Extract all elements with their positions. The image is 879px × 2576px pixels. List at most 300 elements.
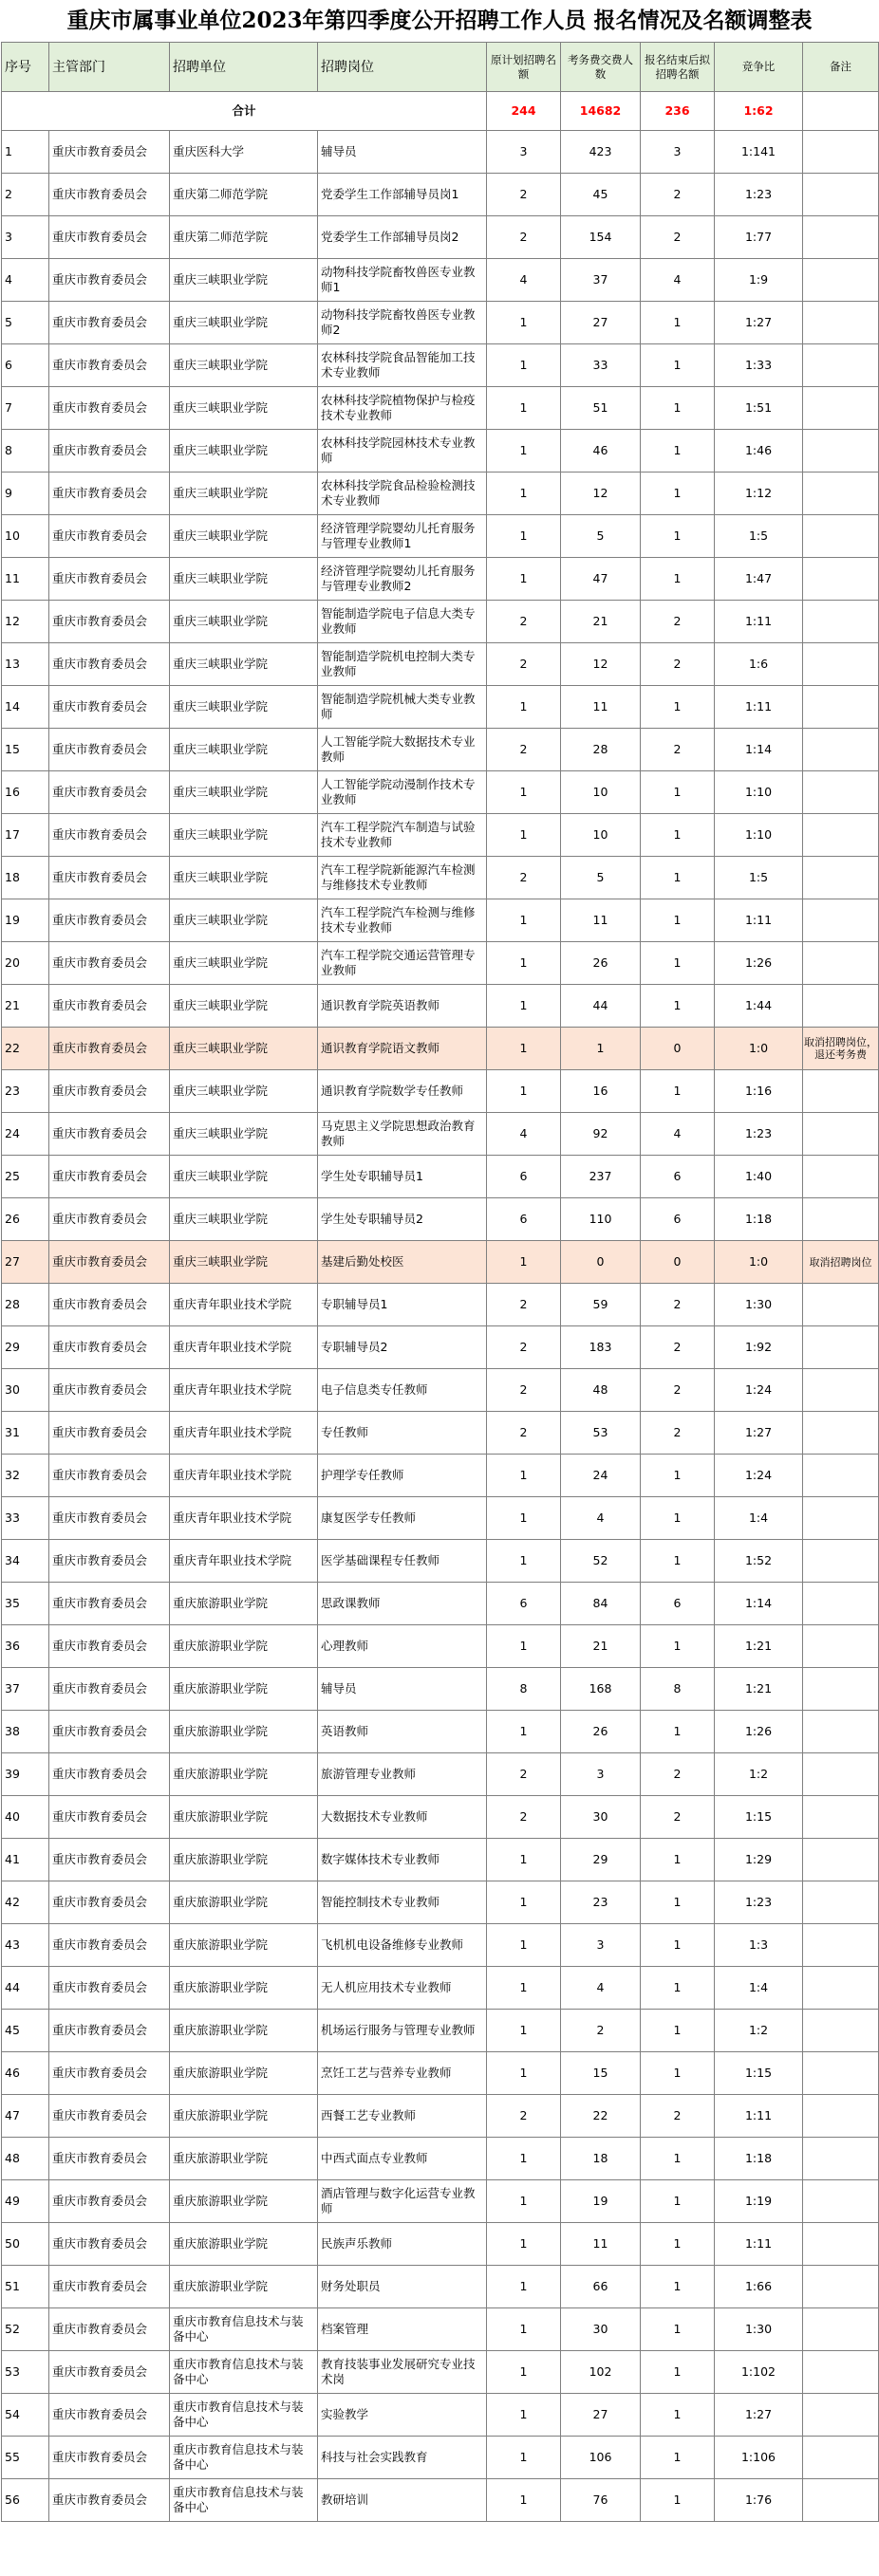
- cell-ratio: 1:4: [715, 1967, 803, 2010]
- cell-planned: 1: [487, 473, 561, 515]
- cell-note: 取消招聘岗位: [803, 1241, 879, 1284]
- total-row: [2, 92, 879, 131]
- cell-unit: 重庆市教育信息技术与装备中心: [170, 2437, 318, 2479]
- header-seq: 序号: [2, 43, 49, 92]
- cell-dept: 重庆市教育委员会: [49, 1028, 170, 1070]
- cell-ratio: 1:11: [715, 2095, 803, 2138]
- cell-post: 思政课教师: [318, 1583, 487, 1625]
- cell-dept: 重庆市教育委员会: [49, 1583, 170, 1625]
- cell-adjusted: 0: [641, 1241, 715, 1284]
- cell-unit: 重庆青年职业技术学院: [170, 1412, 318, 1455]
- table-row: [2, 2394, 879, 2437]
- cell-adjusted: 1: [641, 1625, 715, 1668]
- cell-applicants: 27: [561, 2394, 641, 2437]
- cell-planned: 1: [487, 1881, 561, 1924]
- table-row: [2, 1113, 879, 1156]
- cell-post: 人工智能学院动漫制作技术专业教师: [318, 771, 487, 814]
- cell-post: 经济管理学院婴幼儿托育服务与管理专业教师1: [318, 515, 487, 558]
- cell-unit: 重庆青年职业技术学院: [170, 1497, 318, 1540]
- cell-applicants: 84: [561, 1583, 641, 1625]
- cell-applicants: 11: [561, 686, 641, 729]
- cell-dept: 重庆市教育委员会: [49, 430, 170, 473]
- cell-adjusted: 6: [641, 1583, 715, 1625]
- cell-dept: 重庆市教育委员会: [49, 2095, 170, 2138]
- cell-ratio: 1:26: [715, 942, 803, 985]
- cell-note: [803, 1668, 879, 1711]
- cell-post: 民族声乐教师: [318, 2223, 487, 2266]
- cell-adjusted: 1: [641, 473, 715, 515]
- cell-applicants: 45: [561, 174, 641, 216]
- cell-dept: 重庆市教育委员会: [49, 729, 170, 771]
- cell-post: 烹饪工艺与营养专业教师: [318, 2052, 487, 2095]
- table-row: [2, 1326, 879, 1369]
- cell-unit: 重庆青年职业技术学院: [170, 1326, 318, 1369]
- cell-post: 教研培训: [318, 2479, 487, 2522]
- cell-planned: 1: [487, 558, 561, 601]
- cell-dept: 重庆市教育委员会: [49, 601, 170, 643]
- cell-dept: 重庆市教育委员会: [49, 344, 170, 387]
- cell-unit: 重庆市教育信息技术与装备中心: [170, 2308, 318, 2351]
- cell-applicants: 30: [561, 2308, 641, 2351]
- cell-ratio: 1:76: [715, 2479, 803, 2522]
- cell-adjusted: 2: [641, 1369, 715, 1412]
- cell-post: 教育技装事业发展研究专业技术岗: [318, 2351, 487, 2394]
- cell-adjusted: 1: [641, 302, 715, 344]
- cell-planned: 1: [487, 2010, 561, 2052]
- cell-adjusted: 1: [641, 1967, 715, 2010]
- cell-ratio: 1:21: [715, 1668, 803, 1711]
- cell-unit: 重庆三峡职业学院: [170, 1241, 318, 1284]
- cell-note: [803, 1156, 879, 1198]
- cell-planned: 4: [487, 259, 561, 302]
- cell-adjusted: 1: [641, 942, 715, 985]
- cell-ratio: 1:26: [715, 1711, 803, 1753]
- cell-ratio: 1:40: [715, 1156, 803, 1198]
- header-planned: 原计划招聘名额: [487, 43, 561, 92]
- cell-note: [803, 1455, 879, 1497]
- cell-seq: 52: [2, 2308, 49, 2351]
- cell-seq: 47: [2, 2095, 49, 2138]
- cell-post: 农林科技学院食品检验检测技术专业教师: [318, 473, 487, 515]
- cell-applicants: 4: [561, 1967, 641, 2010]
- header-applicants: 考务费交费人数: [561, 43, 641, 92]
- cell-adjusted: 6: [641, 1156, 715, 1198]
- table-row: [2, 1668, 879, 1711]
- cell-dept: 重庆市教育委员会: [49, 942, 170, 985]
- cell-applicants: 28: [561, 729, 641, 771]
- cell-unit: 重庆三峡职业学院: [170, 344, 318, 387]
- cell-planned: 1: [487, 686, 561, 729]
- cell-planned: 1: [487, 1070, 561, 1113]
- cell-seq: 14: [2, 686, 49, 729]
- cell-seq: 35: [2, 1583, 49, 1625]
- cell-dept: 重庆市教育委员会: [49, 1326, 170, 1369]
- cell-post: 科技与社会实践教育: [318, 2437, 487, 2479]
- cell-adjusted: 2: [641, 216, 715, 259]
- cell-post: 英语教师: [318, 1711, 487, 1753]
- cell-post: 专职辅导员1: [318, 1284, 487, 1326]
- cell-ratio: 1:23: [715, 1113, 803, 1156]
- cell-unit: 重庆三峡职业学院: [170, 643, 318, 686]
- cell-ratio: 1:10: [715, 771, 803, 814]
- cell-note: [803, 216, 879, 259]
- table-row: [2, 1753, 879, 1796]
- table-row: [2, 1583, 879, 1625]
- cell-planned: 2: [487, 601, 561, 643]
- cell-seq: 5: [2, 302, 49, 344]
- cell-ratio: 1:11: [715, 686, 803, 729]
- cell-applicants: 33: [561, 344, 641, 387]
- cell-dept: 重庆市教育委员会: [49, 1113, 170, 1156]
- cell-post: 辅导员: [318, 1668, 487, 1711]
- cell-dept: 重庆市教育委员会: [49, 2479, 170, 2522]
- cell-adjusted: 1: [641, 2052, 715, 2095]
- cell-applicants: 51: [561, 387, 641, 430]
- table-row: [2, 1198, 879, 1241]
- cell-adjusted: 1: [641, 387, 715, 430]
- cell-unit: 重庆青年职业技术学院: [170, 1369, 318, 1412]
- cell-seq: 21: [2, 985, 49, 1028]
- cell-seq: 48: [2, 2138, 49, 2180]
- cell-post: 数字媒体技术专业教师: [318, 1839, 487, 1881]
- cell-applicants: 66: [561, 2266, 641, 2308]
- cell-note: [803, 387, 879, 430]
- cell-ratio: 1:24: [715, 1455, 803, 1497]
- table-row: [2, 1369, 879, 1412]
- cell-planned: 1: [487, 1924, 561, 1967]
- table-row: [2, 814, 879, 857]
- cell-note: [803, 515, 879, 558]
- cell-unit: 重庆旅游职业学院: [170, 2095, 318, 2138]
- cell-note: [803, 259, 879, 302]
- cell-note: [803, 1924, 879, 1967]
- total-label: 合计: [2, 92, 487, 131]
- cell-applicants: 102: [561, 2351, 641, 2394]
- total-ratio: 1:62: [715, 92, 803, 131]
- cell-note: [803, 430, 879, 473]
- cell-note: [803, 1583, 879, 1625]
- cell-post: 实验教学: [318, 2394, 487, 2437]
- cell-planned: 1: [487, 899, 561, 942]
- table-row: [2, 2180, 879, 2223]
- cell-applicants: 48: [561, 1369, 641, 1412]
- header-ratio: 竞争比: [715, 43, 803, 92]
- cell-seq: 18: [2, 857, 49, 899]
- cell-post: 党委学生工作部辅导员岗2: [318, 216, 487, 259]
- cell-unit: 重庆三峡职业学院: [170, 515, 318, 558]
- cell-seq: 13: [2, 643, 49, 686]
- cell-note: [803, 1540, 879, 1583]
- cell-ratio: 1:29: [715, 1839, 803, 1881]
- cell-post: 护理学专任教师: [318, 1455, 487, 1497]
- cell-unit: 重庆旅游职业学院: [170, 1924, 318, 1967]
- cell-applicants: 5: [561, 857, 641, 899]
- cell-post: 动物科技学院畜牧兽医专业教师2: [318, 302, 487, 344]
- cell-unit: 重庆市教育信息技术与装备中心: [170, 2479, 318, 2522]
- table-row: [2, 1540, 879, 1583]
- cell-ratio: 1:0: [715, 1241, 803, 1284]
- cell-post: 农林科技学院园林技术专业教师: [318, 430, 487, 473]
- cell-post: 智能制造学院机电控制大类专业教师: [318, 643, 487, 686]
- cell-note: [803, 1284, 879, 1326]
- cell-note: [803, 1881, 879, 1924]
- total-note: [803, 92, 879, 131]
- cell-ratio: 1:3: [715, 1924, 803, 1967]
- cell-dept: 重庆市教育委员会: [49, 686, 170, 729]
- cell-dept: 重庆市教育委员会: [49, 1156, 170, 1198]
- cell-unit: 重庆旅游职业学院: [170, 1881, 318, 1924]
- cell-planned: 1: [487, 814, 561, 857]
- cell-dept: 重庆市教育委员会: [49, 1625, 170, 1668]
- cell-adjusted: 1: [641, 2394, 715, 2437]
- cell-dept: 重庆市教育委员会: [49, 259, 170, 302]
- cell-ratio: 1:106: [715, 2437, 803, 2479]
- cell-unit: 重庆旅游职业学院: [170, 1668, 318, 1711]
- cell-dept: 重庆市教育委员会: [49, 1839, 170, 1881]
- table-row: [2, 729, 879, 771]
- cell-unit: 重庆三峡职业学院: [170, 387, 318, 430]
- cell-applicants: 59: [561, 1284, 641, 1326]
- cell-adjusted: 1: [641, 1924, 715, 1967]
- cell-post: 智能控制技术专业教师: [318, 1881, 487, 1924]
- cell-adjusted: 2: [641, 2095, 715, 2138]
- table-row: [2, 2437, 879, 2479]
- cell-seq: 29: [2, 1326, 49, 1369]
- cell-post: 辅导员: [318, 131, 487, 174]
- cell-seq: 24: [2, 1113, 49, 1156]
- cell-planned: 2: [487, 1412, 561, 1455]
- table-row: [2, 942, 879, 985]
- cell-ratio: 1:30: [715, 2308, 803, 2351]
- cell-applicants: 19: [561, 2180, 641, 2223]
- cell-note: [803, 2180, 879, 2223]
- cell-adjusted: 1: [641, 2351, 715, 2394]
- cell-unit: 重庆三峡职业学院: [170, 686, 318, 729]
- table-row: [2, 174, 879, 216]
- cell-post: 基建后勤处校医: [318, 1241, 487, 1284]
- cell-unit: 重庆三峡职业学院: [170, 601, 318, 643]
- cell-unit: 重庆青年职业技术学院: [170, 1284, 318, 1326]
- cell-planned: 1: [487, 2351, 561, 2394]
- cell-note: [803, 1711, 879, 1753]
- cell-post: 农林科技学院植物保护与检疫技术专业教师: [318, 387, 487, 430]
- cell-post: 智能制造学院电子信息大类专业教师: [318, 601, 487, 643]
- cell-planned: 2: [487, 174, 561, 216]
- cell-note: [803, 2394, 879, 2437]
- header-unit: 招聘单位: [170, 43, 318, 92]
- cell-ratio: 1:12: [715, 473, 803, 515]
- cell-applicants: 110: [561, 1198, 641, 1241]
- cell-dept: 重庆市教育委员会: [49, 1198, 170, 1241]
- cell-post: 医学基础课程专任教师: [318, 1540, 487, 1583]
- cell-unit: 重庆三峡职业学院: [170, 1028, 318, 1070]
- cell-post: 西餐工艺专业教师: [318, 2095, 487, 2138]
- cell-applicants: 30: [561, 1796, 641, 1839]
- table-row: [2, 2010, 879, 2052]
- cell-applicants: 76: [561, 2479, 641, 2522]
- cell-seq: 41: [2, 1839, 49, 1881]
- cell-note: [803, 1967, 879, 2010]
- cell-note: [803, 1326, 879, 1369]
- cell-planned: 1: [487, 985, 561, 1028]
- cell-adjusted: 1: [641, 2479, 715, 2522]
- cell-unit: 重庆旅游职业学院: [170, 1711, 318, 1753]
- cell-planned: 1: [487, 2394, 561, 2437]
- cell-post: 智能制造学院机械大类专业教师: [318, 686, 487, 729]
- table-row: [2, 1412, 879, 1455]
- cell-planned: 2: [487, 2095, 561, 2138]
- cell-seq: 3: [2, 216, 49, 259]
- cell-note: [803, 729, 879, 771]
- cell-applicants: 0: [561, 1241, 641, 1284]
- cell-dept: 重庆市教育委员会: [49, 1540, 170, 1583]
- cell-dept: 重庆市教育委员会: [49, 899, 170, 942]
- cell-seq: 31: [2, 1412, 49, 1455]
- cell-dept: 重庆市教育委员会: [49, 771, 170, 814]
- cell-post: 财务处职员: [318, 2266, 487, 2308]
- cell-dept: 重庆市教育委员会: [49, 1455, 170, 1497]
- cell-ratio: 1:66: [715, 2266, 803, 2308]
- cell-post: 农林科技学院食品智能加工技术专业教师: [318, 344, 487, 387]
- cell-unit: 重庆三峡职业学院: [170, 1070, 318, 1113]
- cell-applicants: 16: [561, 1070, 641, 1113]
- cell-dept: 重庆市教育委员会: [49, 2308, 170, 2351]
- cell-unit: 重庆三峡职业学院: [170, 1113, 318, 1156]
- cell-applicants: 168: [561, 1668, 641, 1711]
- table-row: [2, 857, 879, 899]
- cell-note: [803, 1412, 879, 1455]
- cell-adjusted: 0: [641, 1028, 715, 1070]
- cell-post: 汽车工程学院交通运营管理专业教师: [318, 942, 487, 985]
- cell-unit: 重庆旅游职业学院: [170, 1967, 318, 2010]
- cell-planned: 2: [487, 1326, 561, 1369]
- cell-ratio: 1:18: [715, 1198, 803, 1241]
- cell-planned: 1: [487, 2308, 561, 2351]
- cell-dept: 重庆市教育委员会: [49, 643, 170, 686]
- cell-planned: 1: [487, 942, 561, 985]
- cell-unit: 重庆三峡职业学院: [170, 729, 318, 771]
- cell-adjusted: 1: [641, 2223, 715, 2266]
- cell-applicants: 1: [561, 1028, 641, 1070]
- cell-ratio: 1:33: [715, 344, 803, 387]
- table-row: [2, 771, 879, 814]
- cell-seq: 28: [2, 1284, 49, 1326]
- cell-adjusted: 1: [641, 814, 715, 857]
- cell-unit: 重庆旅游职业学院: [170, 2138, 318, 2180]
- cell-post: 专任教师: [318, 1412, 487, 1455]
- cell-note: [803, 601, 879, 643]
- cell-note: [803, 2351, 879, 2394]
- cell-seq: 44: [2, 1967, 49, 2010]
- cell-dept: 重庆市教育委员会: [49, 1284, 170, 1326]
- cell-applicants: 29: [561, 1839, 641, 1881]
- cell-seq: 19: [2, 899, 49, 942]
- total-planned: 244: [487, 92, 561, 131]
- cell-seq: 46: [2, 2052, 49, 2095]
- cell-dept: 重庆市教育委员会: [49, 131, 170, 174]
- cell-ratio: 1:24: [715, 1369, 803, 1412]
- cell-unit: 重庆青年职业技术学院: [170, 1540, 318, 1583]
- cell-post: 汽车工程学院新能源汽车检测与维修技术专业教师: [318, 857, 487, 899]
- header-post: 招聘岗位: [318, 43, 487, 92]
- cell-planned: 2: [487, 729, 561, 771]
- cell-planned: 1: [487, 2479, 561, 2522]
- cell-note: 取消招聘岗位，退还考务费: [803, 1028, 879, 1070]
- cell-ratio: 1:11: [715, 2223, 803, 2266]
- cell-applicants: 24: [561, 1455, 641, 1497]
- cell-seq: 11: [2, 558, 49, 601]
- cell-seq: 17: [2, 814, 49, 857]
- cell-ratio: 1:52: [715, 1540, 803, 1583]
- table-row: [2, 1028, 879, 1070]
- cell-unit: 重庆旅游职业学院: [170, 2223, 318, 2266]
- cell-seq: 53: [2, 2351, 49, 2394]
- cell-ratio: 1:14: [715, 729, 803, 771]
- cell-unit: 重庆旅游职业学院: [170, 2010, 318, 2052]
- cell-note: [803, 814, 879, 857]
- cell-note: [803, 643, 879, 686]
- table-row: [2, 2138, 879, 2180]
- cell-note: [803, 2479, 879, 2522]
- table-row: [2, 430, 879, 473]
- cell-unit: 重庆旅游职业学院: [170, 1753, 318, 1796]
- cell-seq: 10: [2, 515, 49, 558]
- cell-seq: 20: [2, 942, 49, 985]
- cell-dept: 重庆市教育委员会: [49, 1668, 170, 1711]
- cell-seq: 43: [2, 1924, 49, 1967]
- cell-unit: 重庆三峡职业学院: [170, 857, 318, 899]
- table-row: [2, 2223, 879, 2266]
- cell-note: [803, 2052, 879, 2095]
- cell-ratio: 1:2: [715, 1753, 803, 1796]
- cell-dept: 重庆市教育委员会: [49, 2394, 170, 2437]
- cell-ratio: 1:141: [715, 131, 803, 174]
- cell-planned: 6: [487, 1583, 561, 1625]
- cell-planned: 2: [487, 216, 561, 259]
- cell-applicants: 22: [561, 2095, 641, 2138]
- cell-planned: 2: [487, 857, 561, 899]
- cell-seq: 54: [2, 2394, 49, 2437]
- cell-adjusted: 1: [641, 686, 715, 729]
- cell-adjusted: 2: [641, 1796, 715, 1839]
- table-row: [2, 1839, 879, 1881]
- cell-applicants: 47: [561, 558, 641, 601]
- table-row: [2, 1497, 879, 1540]
- cell-planned: 1: [487, 1540, 561, 1583]
- table-row: [2, 643, 879, 686]
- cell-applicants: 3: [561, 1924, 641, 1967]
- cell-post: 汽车工程学院汽车检测与维修技术专业教师: [318, 899, 487, 942]
- total-applicants: 14682: [561, 92, 641, 131]
- cell-post: 汽车工程学院汽车制造与试验技术专业教师: [318, 814, 487, 857]
- table-row: [2, 515, 879, 558]
- cell-applicants: 23: [561, 1881, 641, 1924]
- cell-dept: 重庆市教育委员会: [49, 2266, 170, 2308]
- cell-planned: 1: [487, 2180, 561, 2223]
- cell-planned: 1: [487, 1625, 561, 1668]
- cell-seq: 7: [2, 387, 49, 430]
- cell-note: [803, 1070, 879, 1113]
- cell-applicants: 5: [561, 515, 641, 558]
- cell-planned: 8: [487, 1668, 561, 1711]
- table-row: [2, 2266, 879, 2308]
- table-row: [2, 1156, 879, 1198]
- cell-applicants: 21: [561, 1625, 641, 1668]
- cell-unit: 重庆三峡职业学院: [170, 942, 318, 985]
- cell-dept: 重庆市教育委员会: [49, 1711, 170, 1753]
- cell-unit: 重庆三峡职业学院: [170, 1156, 318, 1198]
- cell-planned: 6: [487, 1198, 561, 1241]
